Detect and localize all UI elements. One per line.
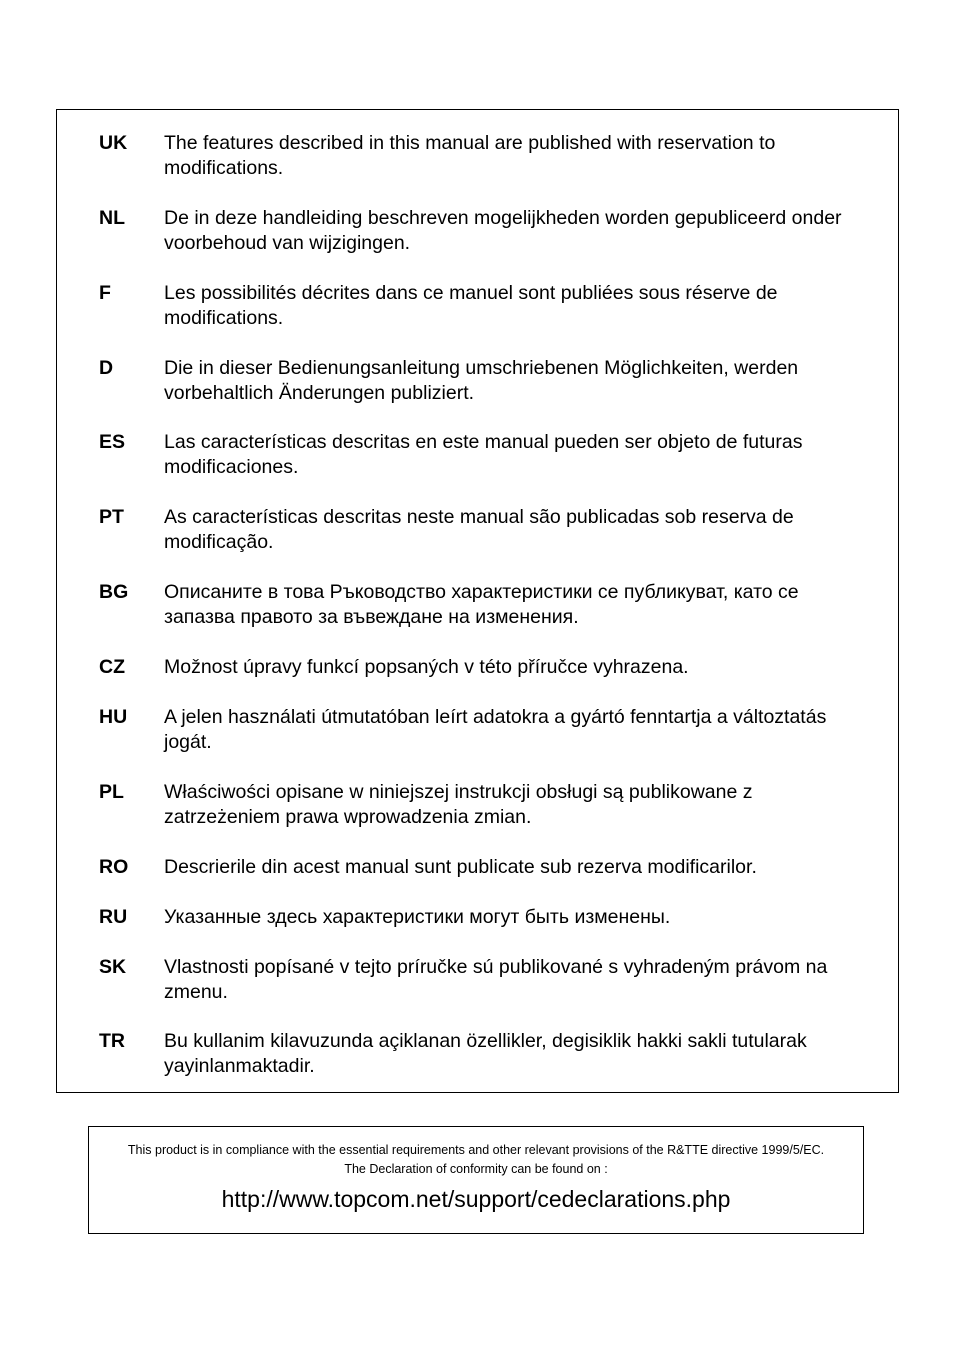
language-code: NL (99, 207, 125, 229)
language-code: HU (99, 706, 128, 728)
disclaimer-entry-ro (99, 855, 868, 880)
disclaimer-entry-hu (99, 705, 868, 755)
language-code: D (99, 357, 114, 379)
disclaimer-text: Las características descritas en este manual pueden ser objeto de futuras modificaciones. (164, 431, 803, 478)
language-code: SK (99, 956, 127, 978)
language-code: ES (99, 431, 126, 453)
compliance-box (88, 1126, 864, 1234)
declaration-url[interactable]: http://www.topcom.net/support/cedeclarations.php (221, 1186, 731, 1212)
disclaimer-text: Descrierile din acest manual sunt publicate sub rezerva modificarilor. (164, 856, 757, 878)
language-code: F (99, 282, 111, 304)
language-code: CZ (99, 656, 125, 678)
disclaimer-entry-d (99, 356, 868, 406)
disclaimer-text: Bu kullanim kilavuzunda açiklanan özellikler, degisiklik hakki sakli tutularak yayinlanmaktadir. (164, 1030, 807, 1077)
language-code: UK (99, 132, 128, 154)
language-code: BG (99, 581, 129, 603)
disclaimer-entry-nl (99, 206, 868, 256)
declaration-note: The Declaration of conformity can be found on : (344, 1162, 608, 1176)
language-code: RO (99, 856, 129, 878)
disclaimer-entry-uk (99, 131, 868, 181)
disclaimer-text: As características descritas neste manual são publicadas sob reserva de modificação. (164, 506, 794, 553)
disclaimer-entry-bg (99, 580, 868, 630)
disclaimer-entry-es (99, 430, 868, 480)
disclaimer-text: The features described in this manual are published with reservation to modifications. (164, 132, 776, 179)
disclaimer-text: Właściwości opisane w niniejszej instrukcji obsługi są publikowane z zatrzeżeniem prawa wprowadzenia zmian. (164, 781, 753, 828)
disclaimer-entry-cz (99, 655, 868, 680)
disclaimer-box (56, 109, 899, 1093)
disclaimer-entry-pt (99, 505, 868, 555)
disclaimer-text: Vlastnosti popísané v tejto príručke sú publikované s vyhradeným právom na zmenu. (164, 956, 828, 1003)
language-code: RU (99, 906, 128, 928)
disclaimer-entry-pl (99, 780, 868, 830)
disclaimer-entry-tr (99, 1029, 868, 1079)
disclaimer-entry-f (99, 281, 868, 331)
disclaimer-text: Указанные здесь характеристики могут быть изменены. (164, 906, 671, 928)
disclaimer-text: Les possibilités décrites dans ce manuel sont publiées sous réserve de modifications. (164, 282, 778, 329)
disclaimer-text: Možnost úpravy funkcí popsaných v této příručce vyhrazena. (164, 656, 689, 678)
language-code: PT (99, 506, 124, 528)
disclaimer-text: De in deze handleiding beschreven mogelijkheden worden gepubliceerd onder voorbehoud van wijzigingen. (164, 207, 842, 254)
disclaimer-text: Описаните в това Ръководство характеристики се публикуват, като се запазва правото за въвеждане на изменения. (164, 581, 799, 628)
disclaimer-text: A jelen használati útmutatóban leírt adatokra a gyártó fenntartja a változtatás jogát. (164, 706, 827, 753)
compliance-statement: This product is in compliance with the essential requirements and other relevant provisions of the R&TTE directive 1999/5/EC. (127, 1143, 825, 1157)
disclaimer-text: Die in dieser Bedienungsanleitung umschriebenen Möglichkeiten, werden vorbehaltlich Änderungen publiziert. (164, 357, 799, 404)
language-code: TR (99, 1030, 125, 1052)
language-code: PL (99, 781, 124, 803)
disclaimer-entry-sk (99, 955, 868, 1005)
disclaimer-entry-ru (99, 905, 868, 930)
